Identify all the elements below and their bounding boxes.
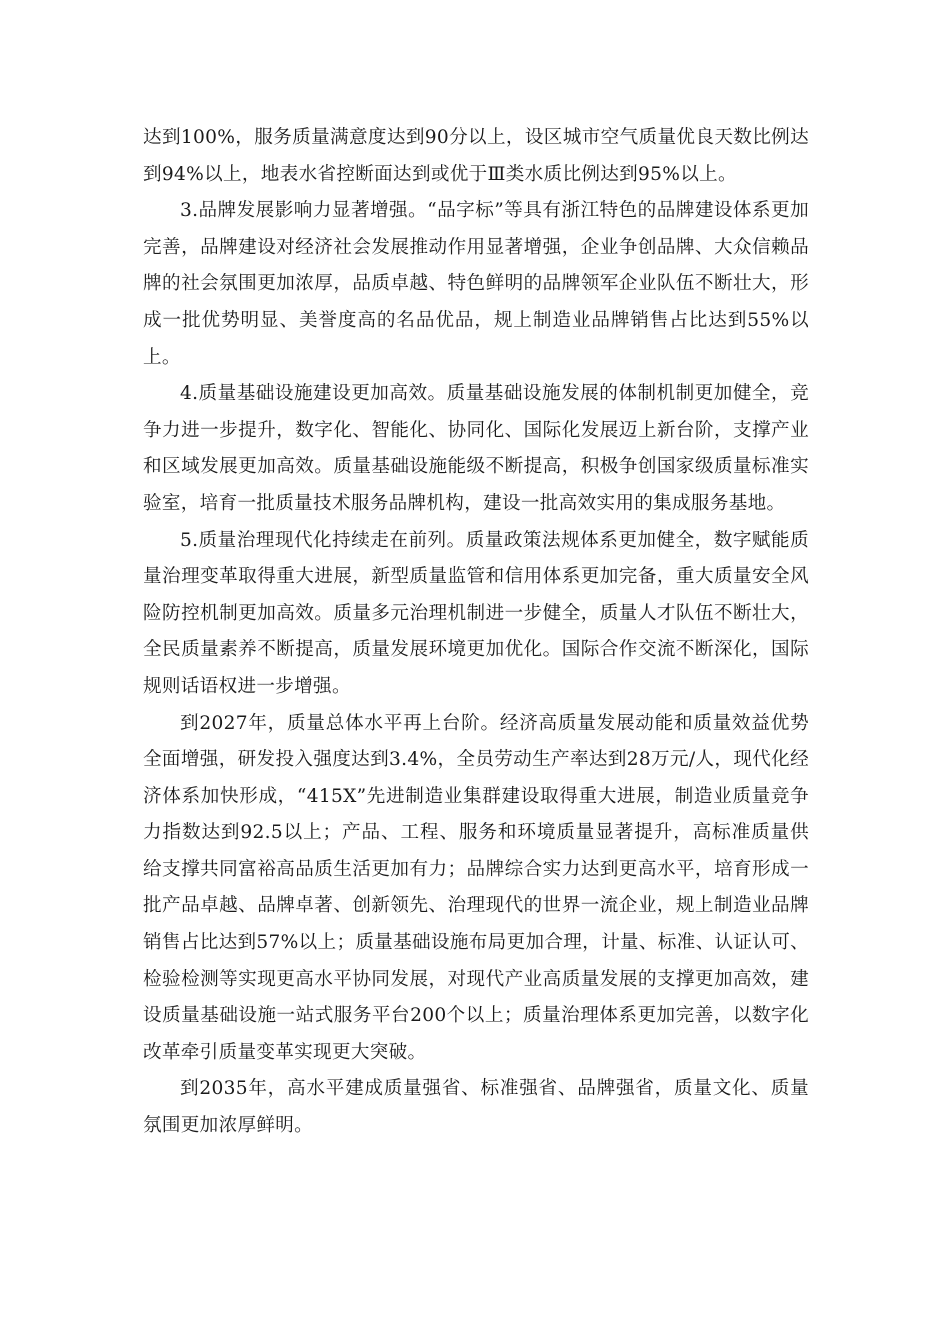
- document-body: [143, 120, 809, 1145]
- paragraph-quality-governance: 5.质量治理现代化持续走在前列。质量政策法规体系更加健全，数字赋能质量治理变革取得重大进展，新型质量监管和信用体系更加完备，重大质量安全风险防控机制更加高效。质量多元治理机制进一步健全，质量人才队伍不断壮大，全民质量素养不断提高，质量发展环境更加优化。国际合作交流不断深化，国际规则话语权进一步增强。: [143, 529, 809, 697]
- paragraph-goal-2027: 到2027年，质量总体水平再上台阶。经济高质量发展动能和质量效益优势全面增强，研发投入强度达到3.4%，全员劳动生产率达到28万元/人，现代化经济体系加快形成，“415X”先进制造业集群建设取得重大进展，制造业质量竞争力指数达到92.5以上；产品、工程、服务和环境质量显著提升，高标准质量供给支撑共同富裕高品质生活更加有力；品牌综合实力达到更高水平，培育形成一批产品卓越、品牌卓著、创新领先、治理现代的世界一流企业，规上制造业品牌销售占比达到57%以上；质量基础设施布局更加合理，计量、标准、认证认可、检验检测等实现更高水平协同发展，对现代产业高质量发展的支撑更加高效，建设质量基础设施一站式服务平台200个以上；质量治理体系更加完善，以数字化改革牵引质量变革实现更大突破。: [143, 712, 809, 1063]
- paragraph-brand-influence: 3.品牌发展影响力显著增强。“品字标”等具有浙江特色的品牌建设体系更加完善，品牌建设对经济社会发展推动作用显著增强，企业争创品牌、大众信赖品牌的社会氛围更加浓厚，品质卓越、特色鲜明的品牌领军企业队伍不断壮大，形成一批优势明显、美誉度高的名品优品，规上制造业品牌销售占比达到55%以上。: [143, 200, 809, 368]
- paragraph-quality-infrastructure: 4.质量基础设施建设更加高效。质量基础设施发展的体制机制更加健全，竞争力进一步提升，数字化、智能化、协同化、国际化发展迈上新台阶，支撑产业和区域发展更加高效。质量基础设施能级不断提高，积极争创国家级质量标准实验室，培育一批质量技术服务品牌机构，建设一批高效实用的集成服务基地。: [143, 383, 809, 514]
- paragraph-goal-2035: 到2035年，高水平建成质量强省、标准强省、品牌强省，质量文化、质量氛围更加浓厚鲜明。: [143, 1078, 809, 1137]
- paragraph-continued: 达到100%，服务质量满意度达到90分以上，设区城市空气质量优良天数比例达到94%以上，地表水省控断面达到或优于Ⅲ类水质比例达到95%以上。: [143, 127, 809, 185]
